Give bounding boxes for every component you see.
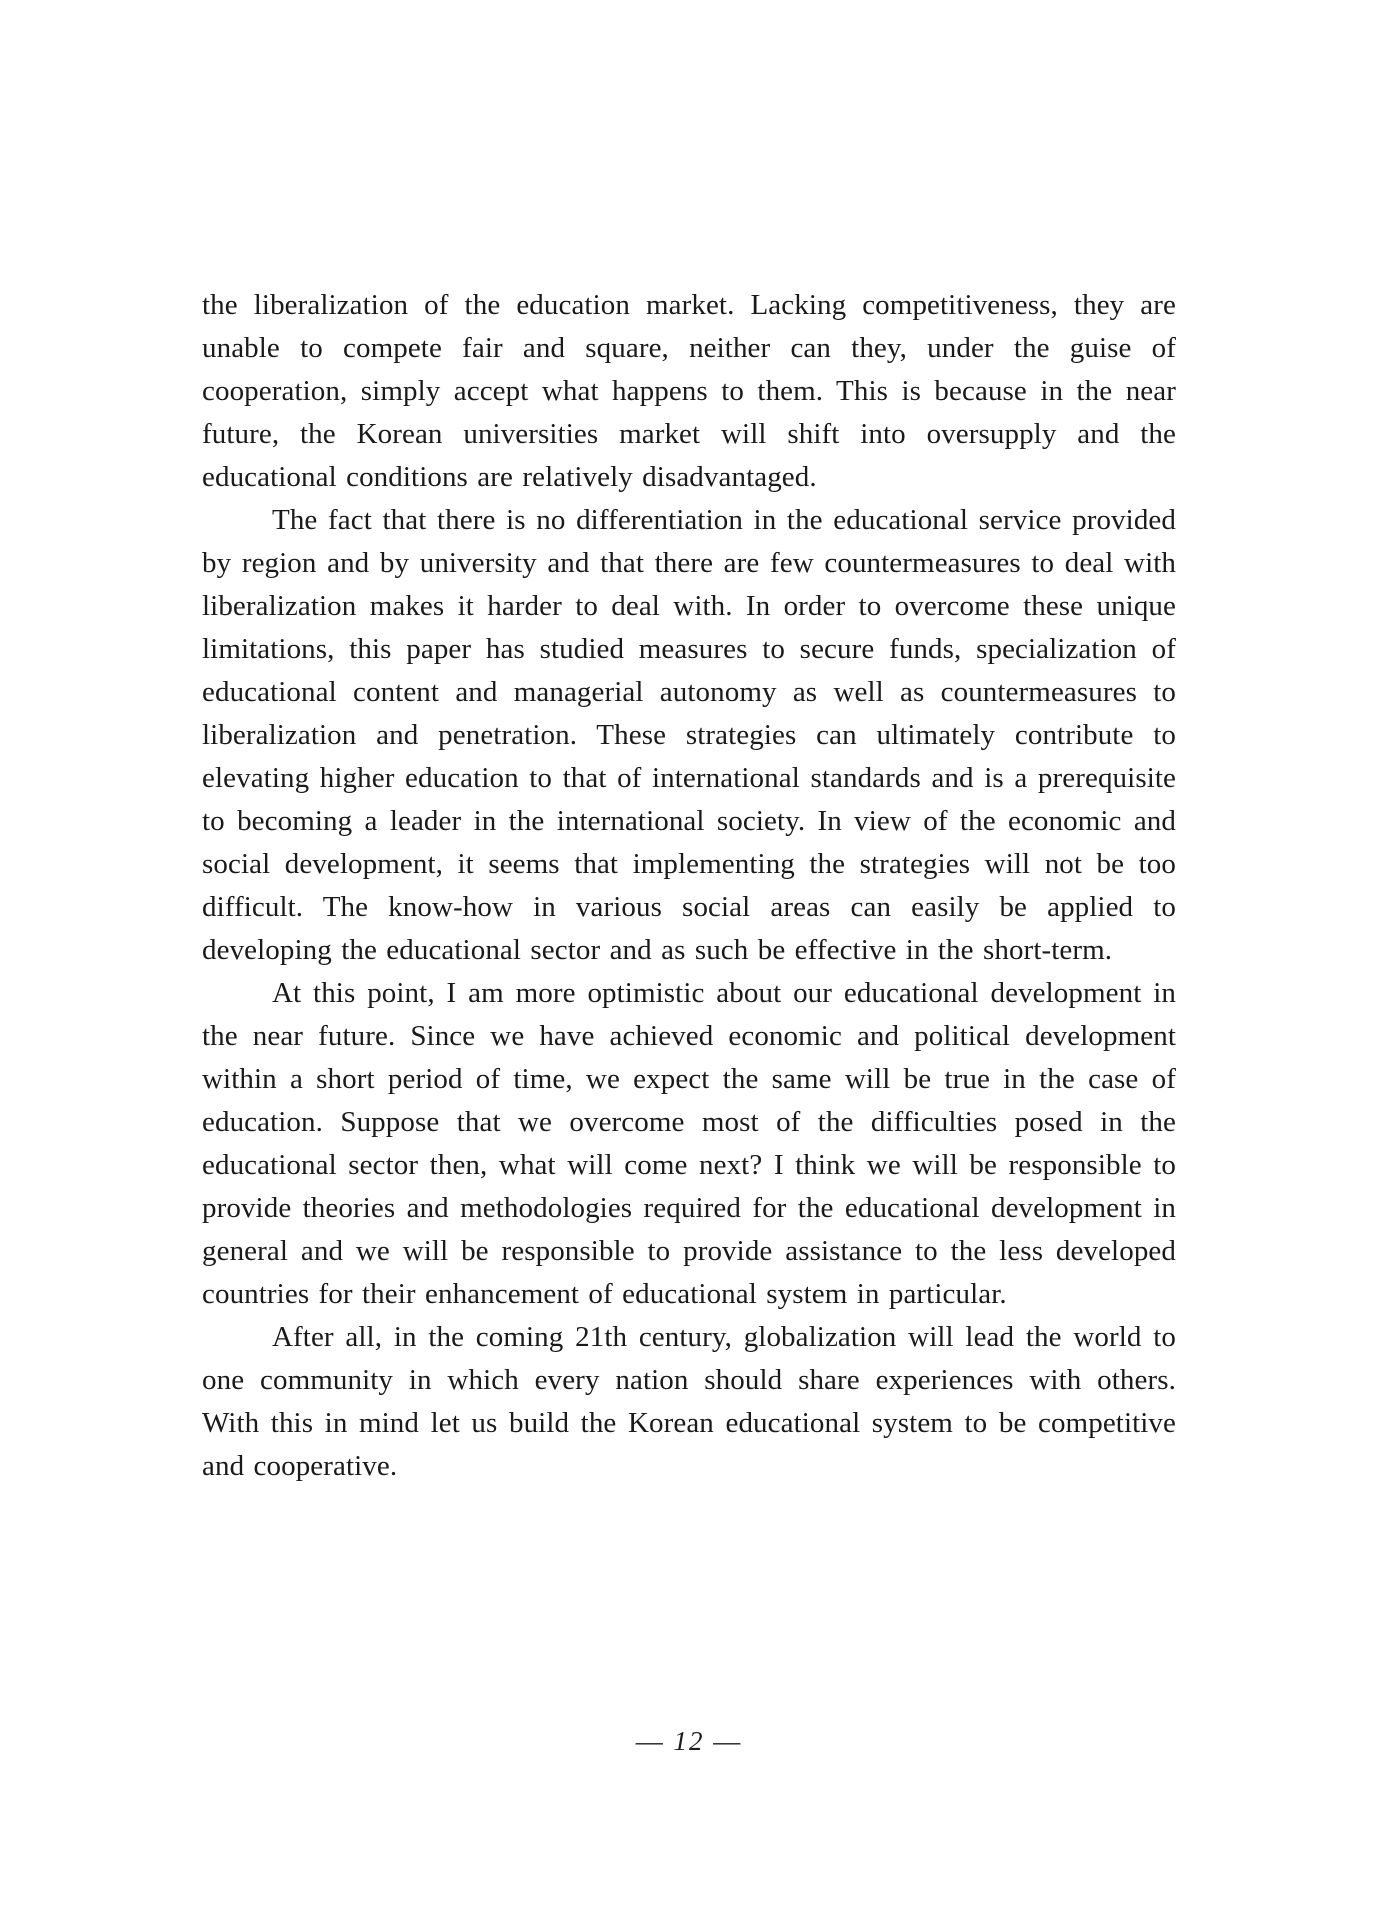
page-number-dash-left: —	[635, 1726, 665, 1756]
page-number-value: 12	[673, 1726, 705, 1756]
paragraph-3: At this point, I am more optimistic about our educational development in the near future. Since we have achieved economic and political development within a short period of time, we expect the same will be true in the case of education. Suppose that we overcome most of the difficulties posed in the educational sector then, what will come next? I think we will be responsible to provide theories and methodologies required for the educational development in general and we will be responsible to provide assistance to the less developed countries for their enhancement of educational system in particular.	[202, 977, 1176, 1310]
paragraph-4: After all, in the coming 21th century, globalization will lead the world to one community in which every nation should share experiences with others. With this in mind let us build the Korean educational system to be competitive and cooperative.	[202, 1321, 1176, 1482]
page-number-dash-right: —	[713, 1726, 743, 1756]
paragraph-1: the liberalization of the education market. Lacking competitiveness, they are unable to compete fair and square, neither can they, under the guise of cooperation, simply accept what happens to them. This is because in the near future, the Korean universities market will shift into oversupply and the educational conditions are relatively disadvantaged.	[202, 289, 1176, 493]
page-number	[0, 1726, 1378, 1757]
paragraph-2: The fact that there is no differentiation in the educational service provided by region and by university and that there are few countermeasures to deal with liberalization makes it harder to deal with. In order to overcome these unique limitations, this paper has studied measures to secure funds, specialization of educational content and managerial autonomy as well as countermeasures to liberalization and penetration. These strategies can ultimately contribute to elevating higher education to that of international standards and is a prerequisite to becoming a leader in the international society. In view of the economic and social development, it seems that implementing the strategies will not be too difficult. The know-how in various social areas can easily be applied to developing the educational sector and as such be effective in the short-term.	[202, 504, 1176, 966]
body-text	[202, 284, 1176, 1488]
